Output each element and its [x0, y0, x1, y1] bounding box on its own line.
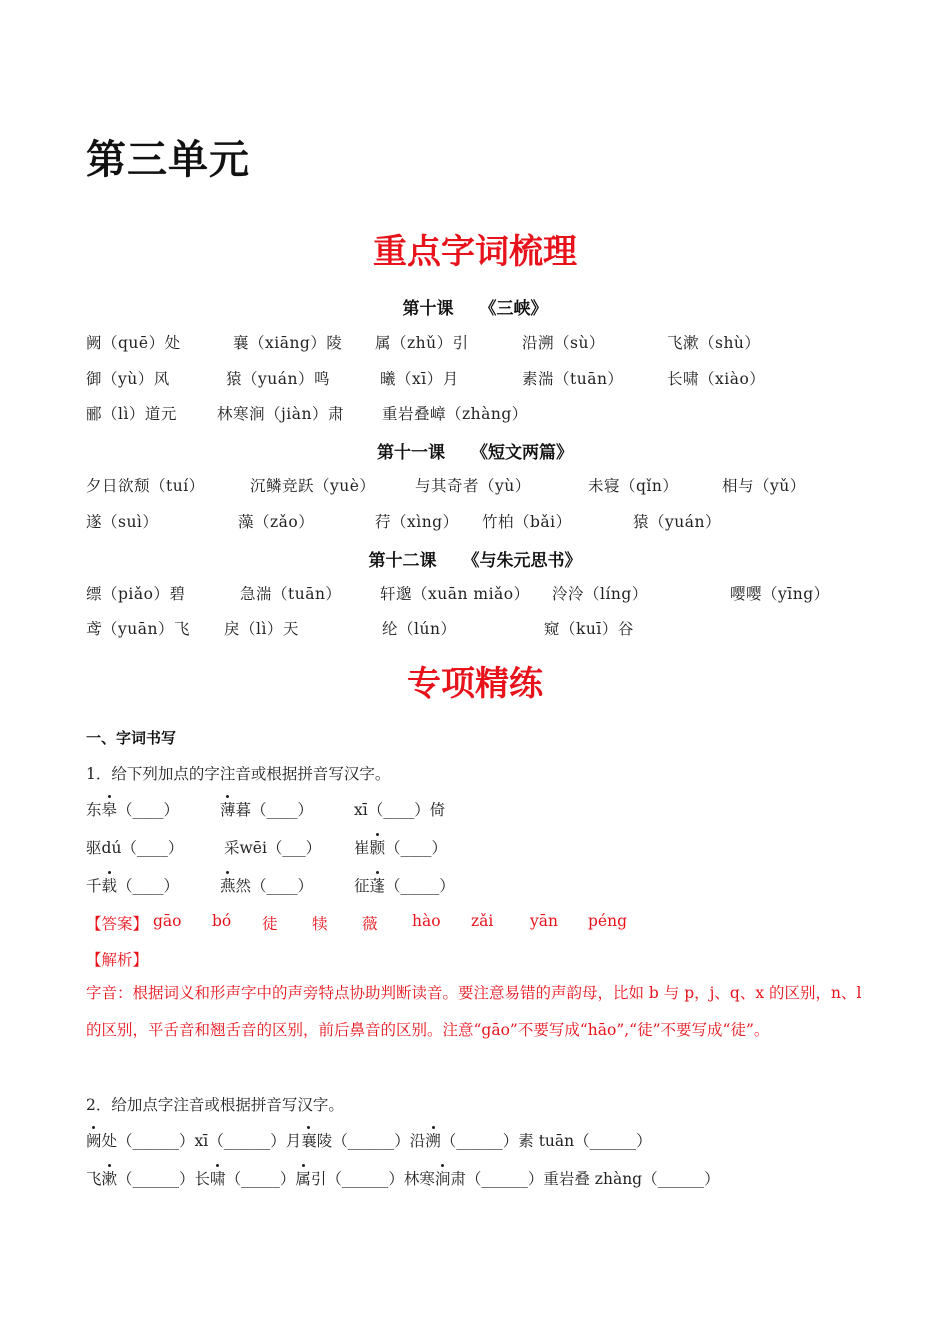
word-item: 急湍（tuān） — [240, 585, 342, 603]
dotted-char: 溯 — [425, 1129, 441, 1151]
question-2-line-2 — [86, 1167, 720, 1189]
word-item: 郦（lì）道元 — [86, 405, 177, 423]
char: 暮 — [235, 801, 252, 819]
word-item: 遂（suì） — [86, 513, 159, 531]
word-item: 轩邈（xuān miǎo） — [380, 585, 530, 603]
word-item: 阙（quē）处 — [86, 334, 181, 352]
dotted-char: 蓬 — [370, 874, 386, 896]
answer-value: gāo — [153, 912, 182, 930]
word-item: 长啸（xiào） — [667, 370, 766, 388]
fill-item — [220, 798, 313, 820]
text: 肃（______）重岩叠 zhàng（______） — [450, 1170, 720, 1188]
lesson-10-heading — [0, 294, 950, 319]
lesson-title: 第十一课 — [377, 443, 445, 463]
word-item: 相与（yǔ） — [722, 477, 806, 495]
word-item: 重岩叠嶂（zhàng） — [382, 405, 528, 423]
word-item: 纶（lún） — [382, 620, 457, 638]
text: 处（______）xī（______）月 — [101, 1132, 302, 1150]
pinyin: xī — [354, 801, 368, 819]
text: 引（______）林寒 — [310, 1170, 435, 1188]
char: 驱 — [86, 839, 102, 857]
fill-item — [354, 836, 447, 858]
answer-label: 【答案】 — [86, 915, 149, 933]
answer-value: bó — [212, 912, 232, 930]
unit-title: 第三单元 — [86, 137, 250, 183]
answer-value: 薇 — [362, 915, 378, 933]
text: 陵（______）沿 — [316, 1132, 426, 1150]
fill-item — [86, 798, 179, 820]
word-item: 缥（piǎo）碧 — [86, 585, 186, 603]
dotted-char: 阙 — [86, 1129, 102, 1151]
word-item: 藻（zǎo） — [238, 513, 315, 531]
blank: （____） — [117, 877, 180, 895]
section-title-key-words: 重点字词梳理 — [373, 232, 577, 272]
lesson-11-heading — [0, 438, 950, 463]
blank: （____） — [251, 801, 314, 819]
word-item: 窥（kuī）谷 — [544, 620, 634, 638]
fill-item — [86, 874, 179, 896]
answer-value: hào — [412, 912, 441, 930]
analysis-label: 【解析】 — [86, 951, 149, 969]
lesson-title: 第十课 — [402, 299, 454, 319]
word-item: 未寝（qǐn） — [588, 477, 679, 495]
blank: （____）倚 — [367, 801, 446, 819]
char: 千 — [86, 877, 102, 895]
dotted-char: 属 — [295, 1167, 311, 1189]
dotted-char: 颢 — [370, 836, 386, 858]
lesson-book: 《与朱元思书》 — [462, 551, 582, 571]
char: 征 — [354, 877, 370, 895]
fill-item — [354, 874, 455, 896]
lesson-title: 第十二课 — [368, 551, 437, 571]
word-item: 曦（xī）月 — [380, 370, 459, 388]
dotted-char: 襄 — [301, 1129, 317, 1151]
analysis-text: 字音：根据词义和形声字中的声旁特点协助判断读音。要注意易错的声韵母，比如 b 与 p，j、q、x 的区别，n、l 的区别，平舌音和翘舌音的区别，前后鼻音的区别。注意“gāo”不要写成“hāo”,“徒”不要写成“徒”。 — [86, 984, 862, 1039]
blank: （____） — [117, 801, 180, 819]
word-item: 沉鳞竞跃（yuè） — [250, 477, 376, 495]
dotted-char: 燕 — [220, 874, 236, 896]
word-item: 猿（yuán） — [633, 513, 721, 531]
section-title-practice: 专项精练 — [407, 664, 543, 704]
dotted-char: 皋 — [102, 798, 118, 820]
answer-value: 犊 — [312, 915, 328, 933]
word-item: 属（zhǔ）引 — [375, 334, 469, 352]
word-item: 沿溯（sù） — [522, 334, 605, 352]
pinyin: wēi — [239, 839, 267, 857]
word-item: 嘤嘤（yīng） — [730, 585, 830, 603]
lesson-12-heading — [0, 546, 950, 571]
blank: （____） — [121, 839, 184, 857]
word-item: 鸢（yuān）飞 — [86, 620, 190, 638]
word-item: 襄（xiāng）陵 — [233, 334, 343, 352]
dotted-char: 涧 — [435, 1167, 451, 1189]
char: 采 — [224, 839, 240, 857]
blank: （_____） — [385, 877, 455, 895]
word-item: 飞漱（shù） — [667, 334, 761, 352]
fill-item — [86, 836, 183, 858]
answer-value: yān — [530, 912, 558, 930]
text: （______）素 tuān（______） — [440, 1132, 652, 1150]
part-heading: 一、字词书写 — [86, 729, 177, 747]
dotted-char: 啸 — [210, 1167, 226, 1189]
answer-value: zǎi — [471, 912, 494, 930]
word-item: 泠泠（líng） — [552, 585, 648, 603]
answer-value: 徒 — [262, 915, 278, 933]
word-item: 竹柏（bǎi） — [482, 513, 572, 531]
blank: （___） — [266, 839, 322, 857]
word-item: 御（yù）风 — [86, 370, 170, 388]
pinyin: dú — [101, 839, 122, 857]
fill-item — [220, 874, 313, 896]
word-item: 林寒涧（jiàn）肃 — [217, 405, 344, 423]
char: 东 — [86, 801, 102, 819]
word-item: 夕日欲颓（tuí） — [86, 477, 205, 495]
question-2-line-1 — [86, 1129, 652, 1151]
word-item: 与其奇者（yù） — [415, 477, 531, 495]
blank: 然（____） — [235, 877, 314, 895]
dotted-char: 载 — [102, 874, 118, 896]
question-1-prompt: 1．给下列加点的字注音或根据拼音写汉字。 — [86, 765, 391, 783]
dotted-char: 漱 — [102, 1167, 118, 1189]
word-item: 荇（xìng） — [375, 513, 459, 531]
question-2-prompt: 2．给加点字注音或根据拼音写汉字。 — [86, 1096, 344, 1114]
fill-item — [224, 836, 321, 858]
word-item: 猿（yuán）鸣 — [226, 370, 330, 388]
text: （______）长 — [117, 1170, 211, 1188]
lesson-book: 《三峡》 — [479, 299, 548, 319]
lesson-book: 《短文两篇》 — [471, 443, 573, 463]
answer-value: péng — [588, 912, 627, 930]
blank: （____） — [385, 839, 448, 857]
word-item: 戾（lì）天 — [224, 620, 299, 638]
word-item: 素湍（tuān） — [522, 370, 624, 388]
dotted-char: 薄 — [220, 798, 236, 820]
fill-item — [354, 798, 445, 820]
char: 崔 — [354, 839, 370, 857]
text: （_____） — [225, 1170, 296, 1188]
text: 飞 — [86, 1170, 102, 1188]
